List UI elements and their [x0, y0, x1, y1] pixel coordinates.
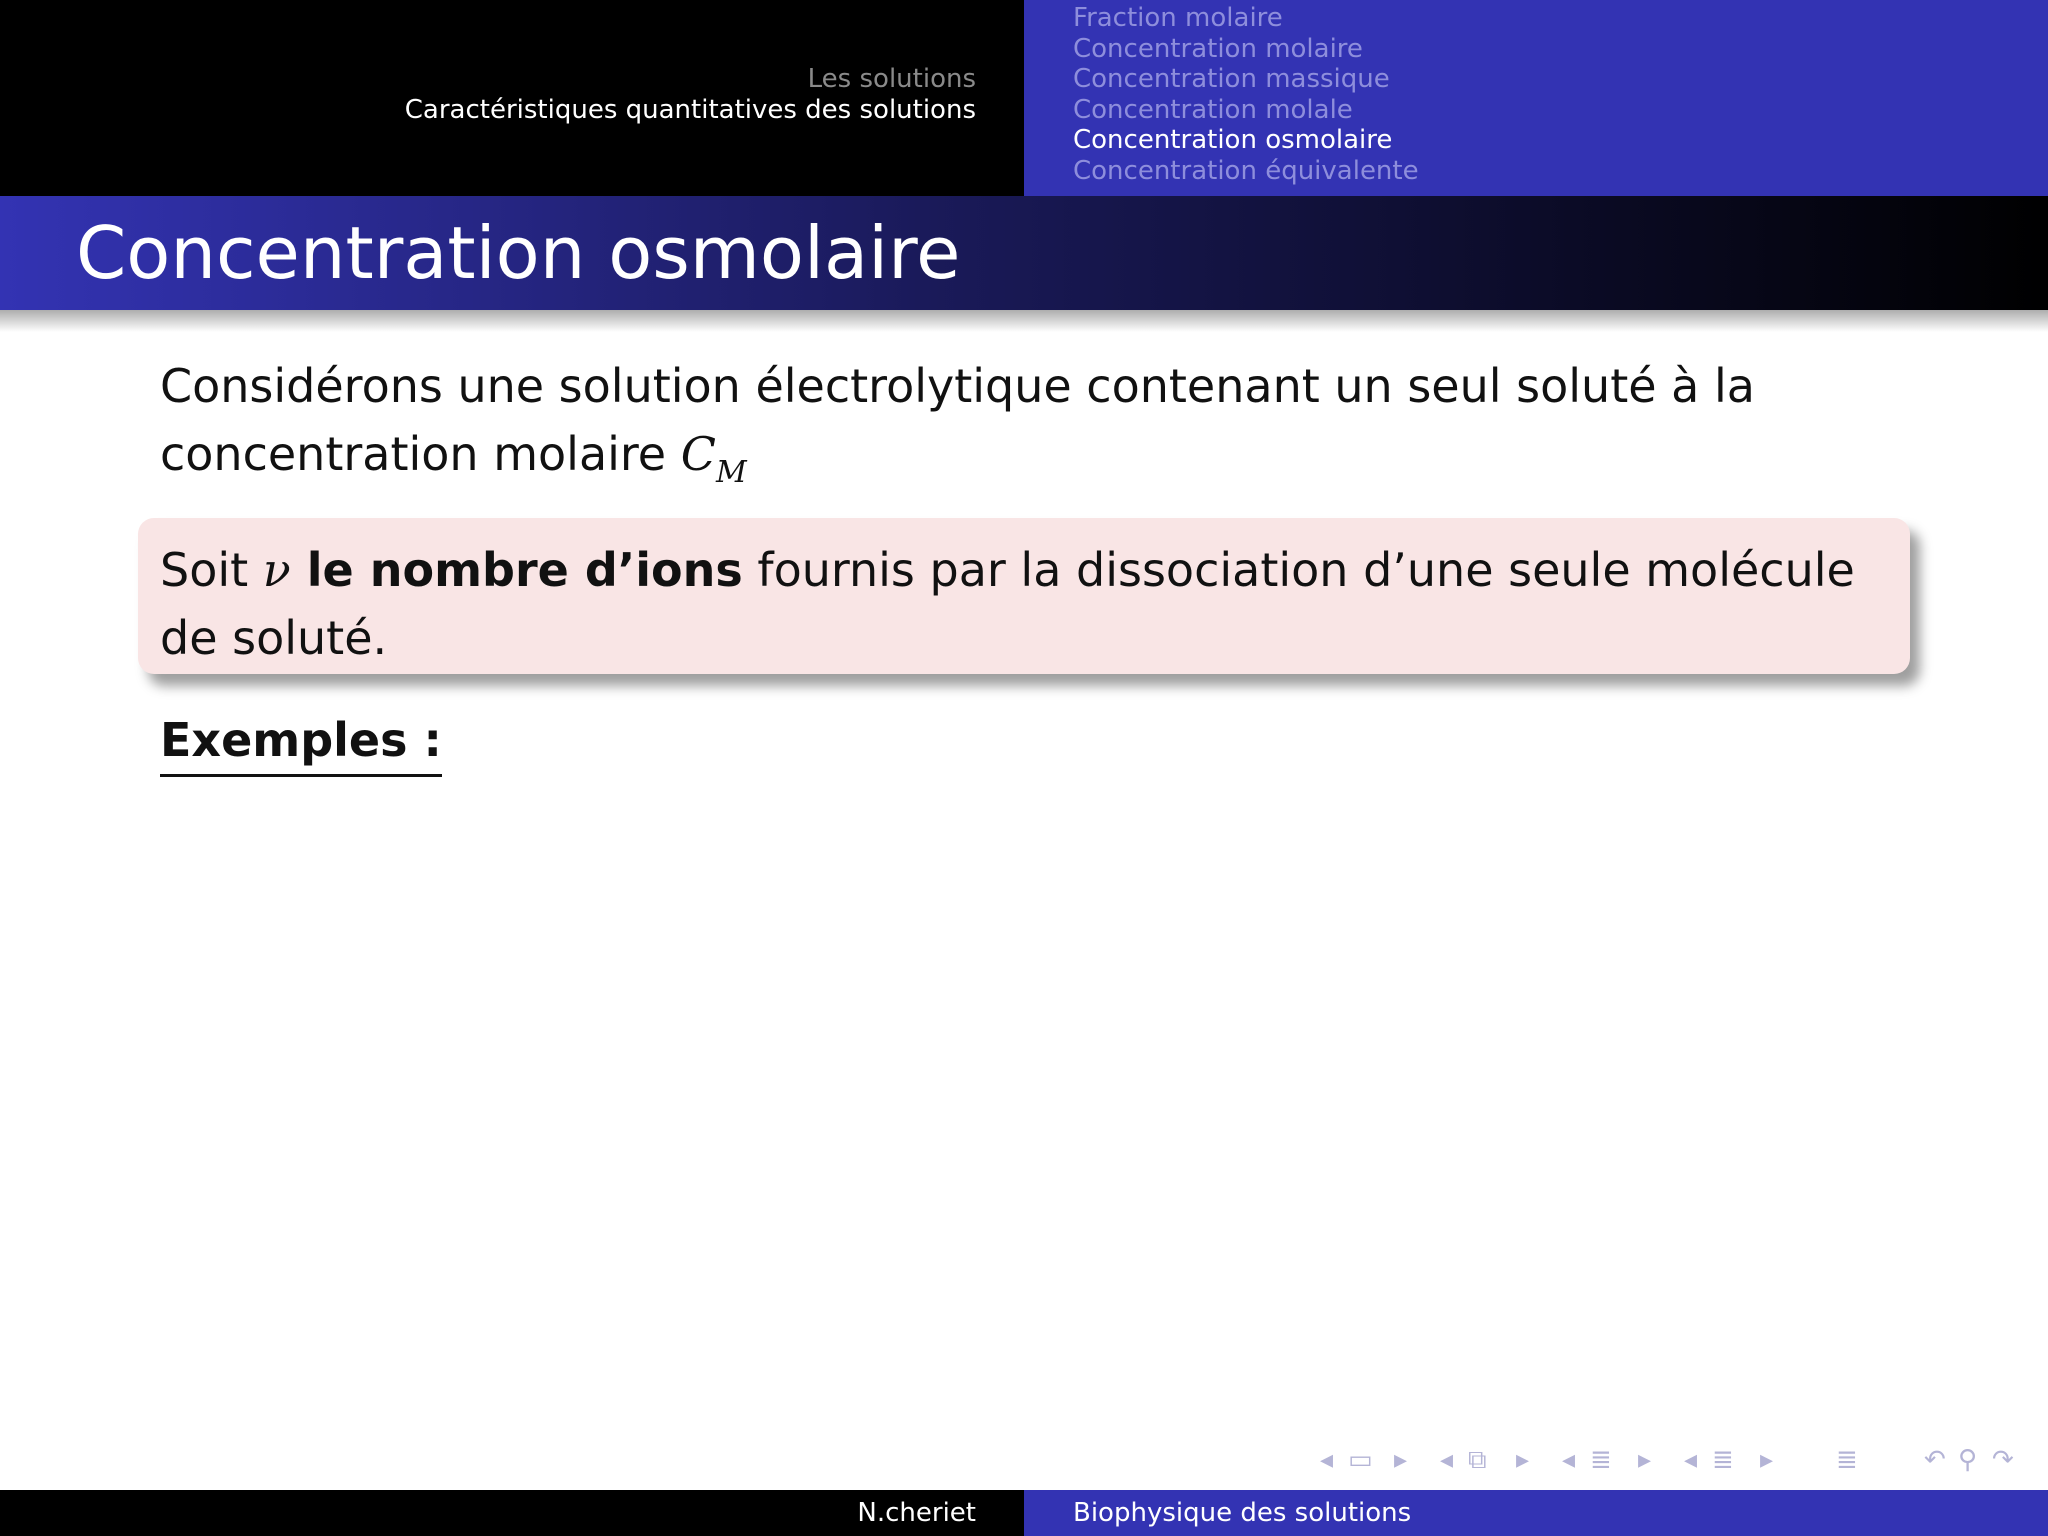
footer-left-panel [0, 1490, 1024, 1536]
section-icon[interactable]: ≣ [1712, 1445, 1734, 1475]
next-section-icon[interactable]: ▸ [1760, 1445, 1774, 1475]
nav-item-concentration-molale[interactable]: Concentration molale [1073, 94, 1353, 125]
footer-title: Biophysique des solutions [1073, 1498, 1412, 1528]
next-subsection-icon[interactable]: ▸ [1638, 1445, 1652, 1475]
header-subsection-title: Caractéristiques quantitatives des solutions [404, 95, 976, 125]
nav-item-concentration-osmolaire[interactable]: Concentration osmolaire [1073, 125, 1393, 156]
concentration-subscript: M [715, 455, 747, 490]
next-frame-icon[interactable]: ▸ [1516, 1445, 1530, 1475]
frame-title: Concentration osmolaire [76, 211, 961, 295]
intro-paragraph [160, 352, 1920, 507]
section-navigation [1073, 3, 1419, 187]
definition-text [160, 536, 1900, 672]
back-icon[interactable]: ↶ [1924, 1445, 1946, 1475]
header-left-panel [0, 0, 1024, 196]
document-icon[interactable]: ≣ [1836, 1445, 1858, 1475]
frame-title-shadow [0, 310, 2048, 332]
header-section-title: Les solutions [807, 64, 976, 94]
nav-item-concentration-equivalente[interactable]: Concentration équivalente [1073, 155, 1419, 186]
slide-icon[interactable]: ▭ [1348, 1445, 1373, 1475]
search-icon[interactable]: ⚲ [1958, 1445, 1978, 1475]
footer-author: N.cheriet [857, 1498, 976, 1528]
beamer-navigation-bar [1312, 1442, 2032, 1478]
footer-right-panel [1024, 1490, 2048, 1536]
nav-item-fraction-molaire[interactable]: Fraction molaire [1073, 3, 1283, 33]
next-slide-icon[interactable]: ▸ [1394, 1445, 1408, 1475]
intro-text: Considérons une solution électrolytique contenant un seul soluté à la concentration molaire [160, 359, 1755, 481]
concentration-symbol: C [680, 427, 716, 481]
header-right-panel [1024, 0, 2048, 196]
subsection-icon[interactable]: ≣ [1590, 1445, 1612, 1475]
prev-section-icon[interactable]: ◂ [1684, 1445, 1698, 1475]
frame-icon[interactable]: ⧉ [1468, 1445, 1487, 1475]
forward-icon[interactable]: ↷ [1992, 1445, 2014, 1475]
definition-prefix: Soit [160, 543, 263, 597]
prev-slide-icon[interactable]: ◂ [1320, 1445, 1334, 1475]
nav-item-concentration-massique[interactable]: Concentration massique [1073, 64, 1390, 95]
nu-symbol: ν [262, 543, 291, 597]
definition-suffix: fournis par la dissociation d’une seule molécule de soluté. [160, 543, 1855, 665]
definition-bold: le nombre d’ions [290, 543, 743, 597]
prev-frame-icon[interactable]: ◂ [1440, 1445, 1454, 1475]
prev-subsection-icon[interactable]: ◂ [1562, 1445, 1576, 1475]
examples-heading: Exemples : [160, 710, 442, 777]
nav-item-concentration-molaire[interactable]: Concentration molaire [1073, 33, 1363, 64]
